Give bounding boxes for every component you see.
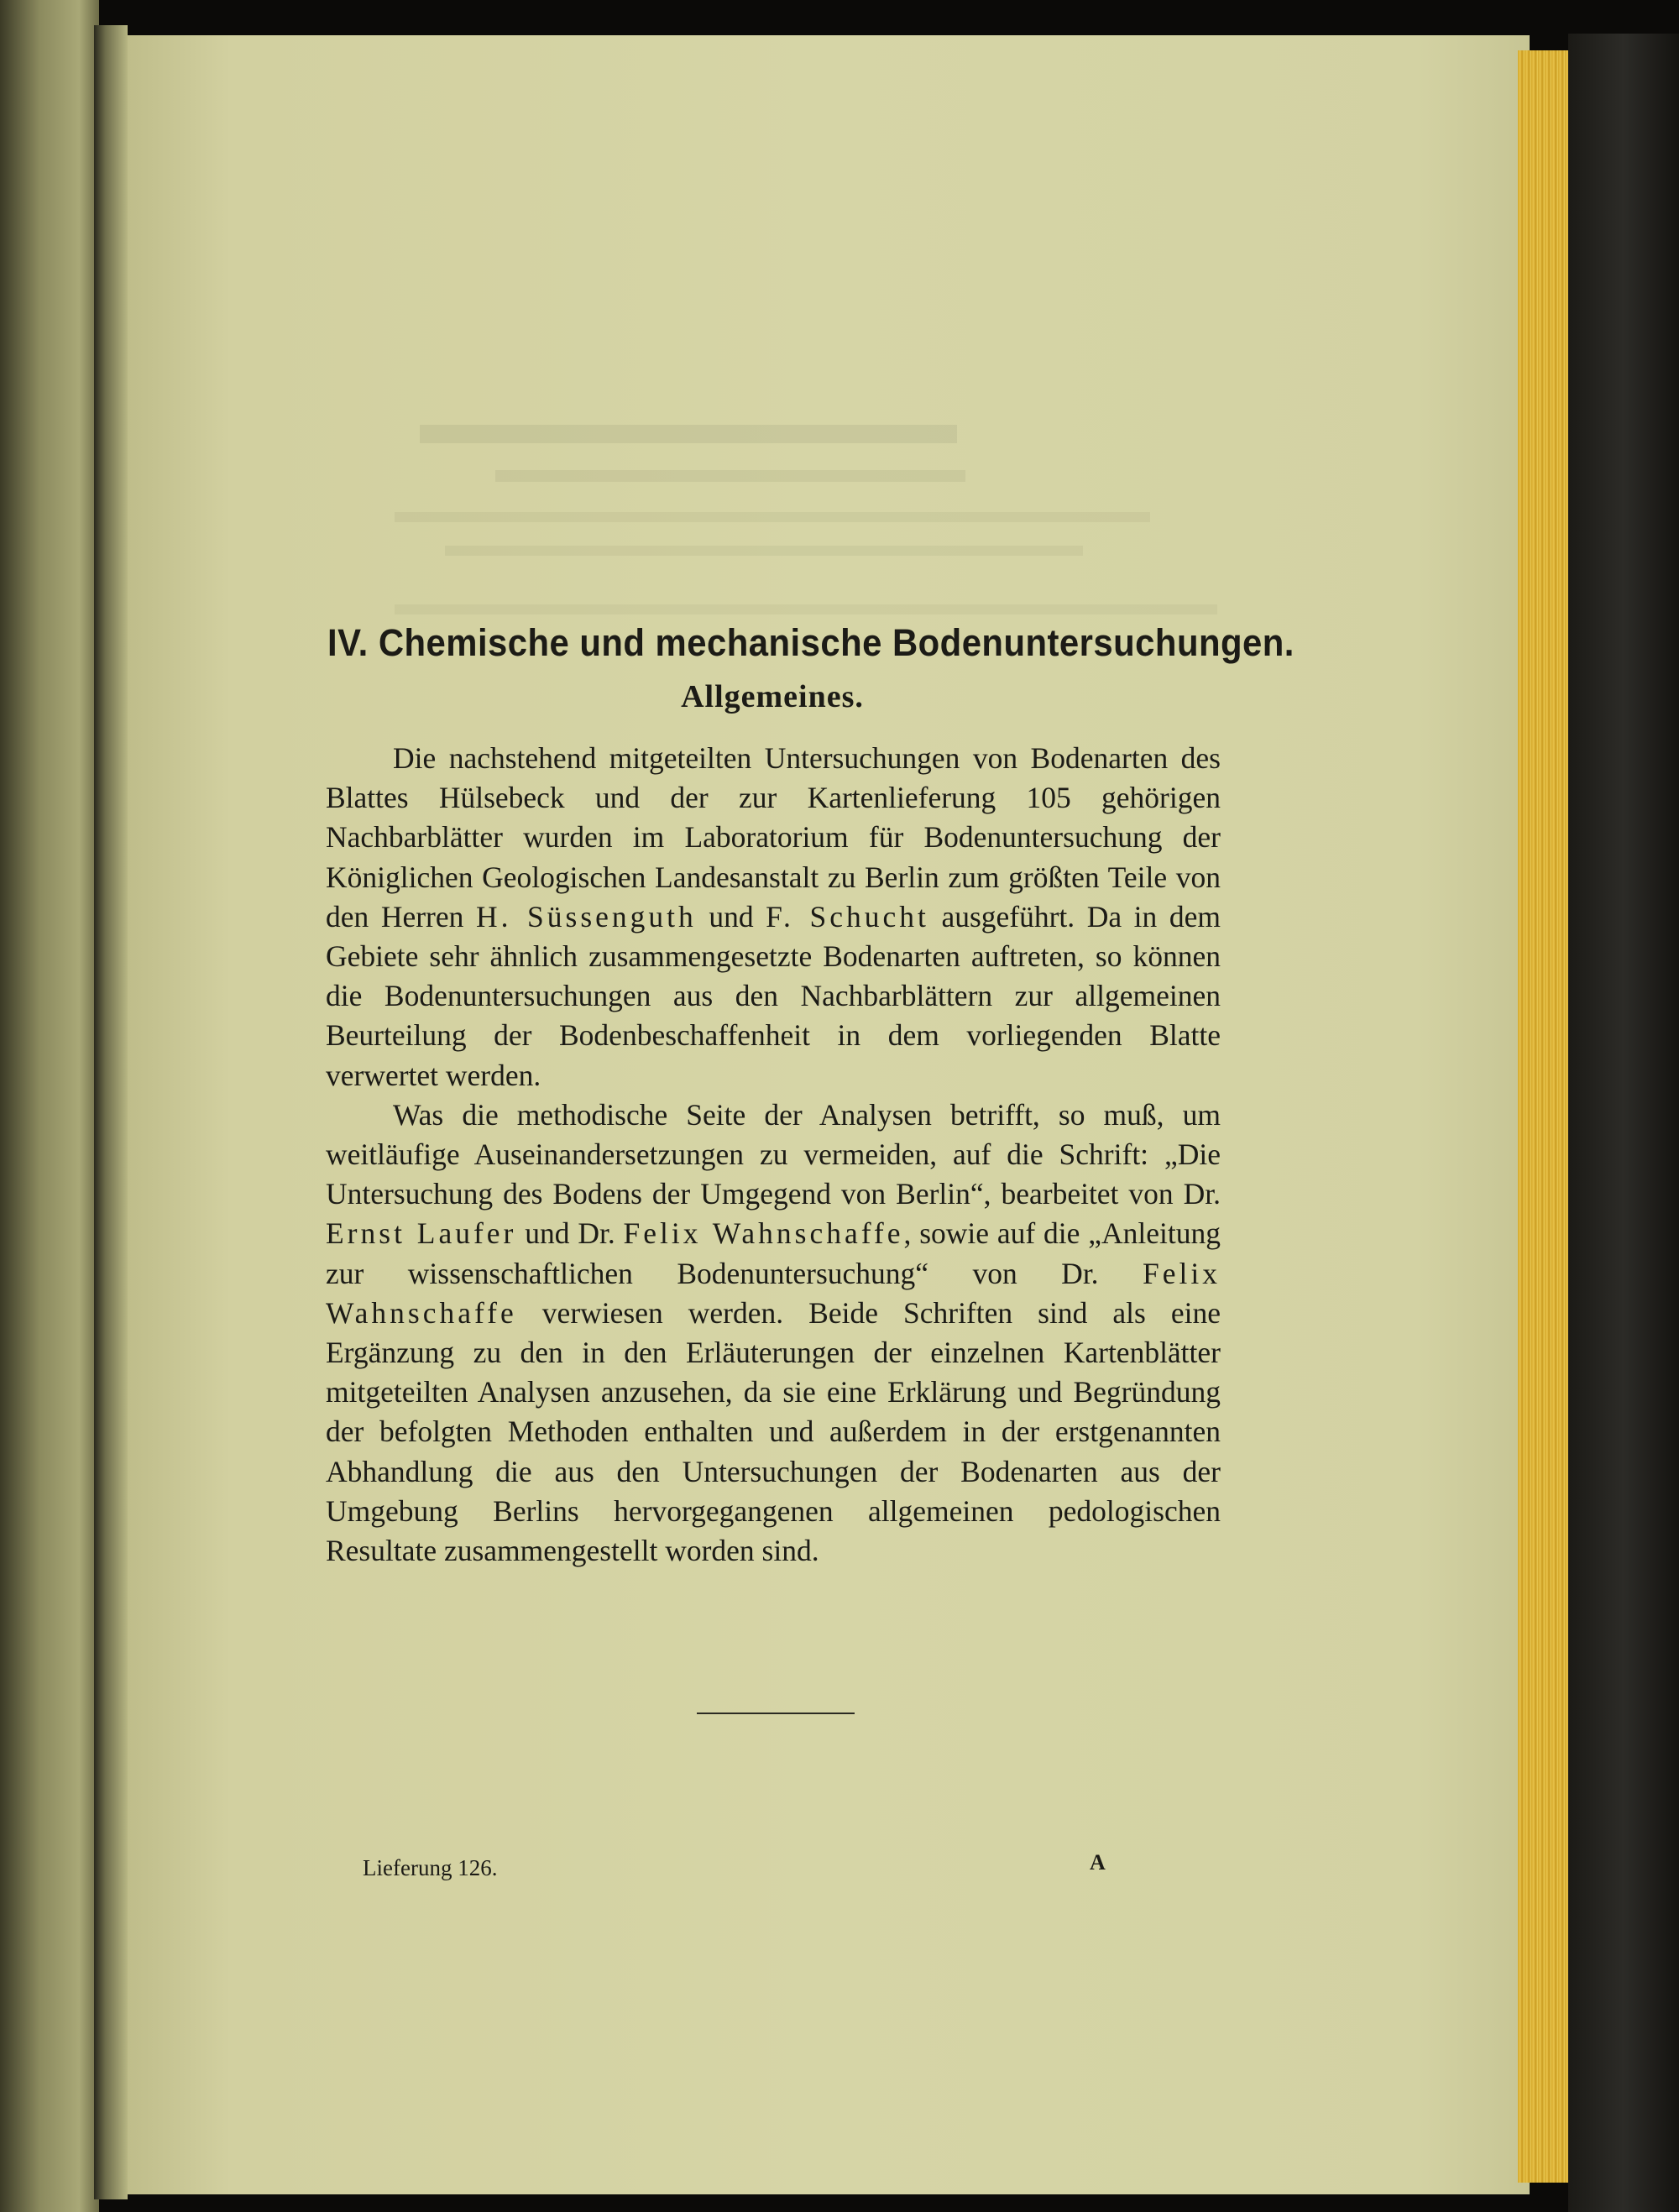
paragraph-1-text-b: und (696, 899, 766, 933)
paragraph-2-text-d: verwiesen werden. Beide Schriften sind als eine Ergänzung zu den in den Erläuterungen der einzelnen Kartenblätter mitgeteilten Analysen anzusehen, da sie eine Erklärung und Begründung der befolgten Methoden enthalten und außerdem in der erstgenannten Abhandlung die aus den Untersuchungen der Bodenarten aus der Umgebung Berlins hervorgegangenen allgemeinen pedologischen Resultate zusammengestellt worden sind. (326, 1295, 1221, 1568)
paragraph-2 (326, 1096, 1221, 1571)
person-name: Felix Wahnschaffe (326, 1256, 1221, 1330)
body-text (326, 739, 1221, 1571)
person-name: Felix Wahnschaffe (623, 1216, 904, 1251)
paragraph-1-text-c: ausgeführt. Da in dem Gebiete sehr ähnlich zusammengesetzte Bodenarten auftreten, so können die Bodenuntersuchungen aus den Nachbarblättern zur allgemeinen Beurteilung der Bodenbeschaffenheit in dem vorliegenden Blatte verwertet werden. (326, 899, 1221, 1092)
footer-delivery-note: Lieferung 126. (363, 1855, 498, 1880)
paragraph-2-text-b: und Dr. (516, 1216, 624, 1251)
paragraph-1 (326, 739, 1221, 1096)
person-name: F. Schucht (766, 899, 929, 933)
person-name: Ernst Laufer (326, 1216, 517, 1251)
paragraph-2-text-a: Was die methodische Seite der Analysen betrifft, so muß, um weitläufige Auseinandersetzungen zu vermeiden, auf die Schrift: „Die Untersuchung des Bodens der Umgegend von Berlin“, bearbeitet von Dr. (326, 1097, 1221, 1211)
paragraph-2-text-c: , sowie auf die „Anleitung zur wissenschaftlichen Bodenuntersuchung“ von Dr. (326, 1216, 1221, 1290)
section-divider (697, 1713, 855, 1714)
paragraph-1-text-a: Die nachstehend mitgeteilten Untersuchungen von Bodenarten des Blattes Hülsebeck und der zur Kartenlieferung 105 gehörigen Nachbarblätter wurden im Laboratorium für Bodenuntersuchung der Königlichen Geologischen Landesanstalt zu Berlin zum größten Teile von den Herren (326, 741, 1221, 933)
person-name: H. Süssenguth (475, 899, 697, 933)
chapter-title: IV. Chemische und mechanische Bodenuntersuchungen. (327, 621, 1295, 664)
footer-signature-mark: A (1090, 1850, 1106, 1875)
section-title: Allgemeines. (681, 679, 864, 714)
